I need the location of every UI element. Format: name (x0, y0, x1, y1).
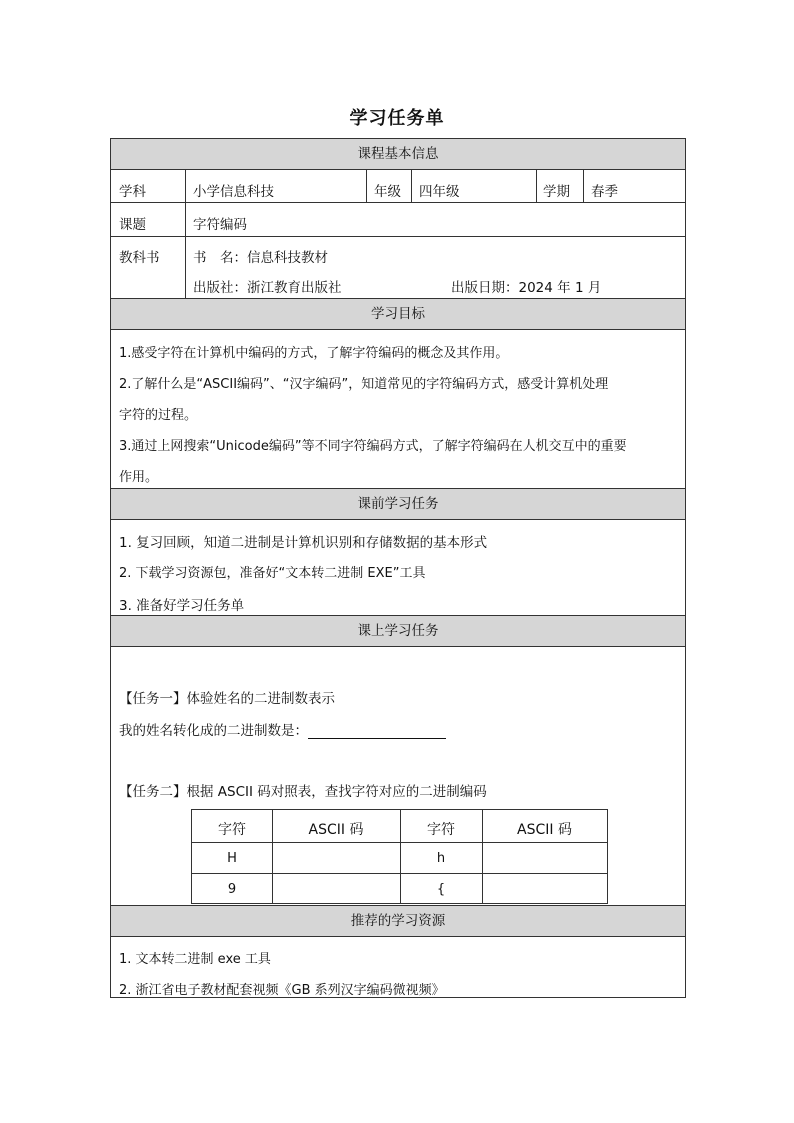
task2-title: 【任务二】根据 ASCII 码对照表，查找字符对应的二进制编码 (119, 784, 487, 800)
pre-task-2: 2. 下载学习资源包，准备好“文本转二进制 EXE”工具 (119, 566, 426, 581)
table-header-ascii-2: ASCII 码 (517, 822, 572, 838)
topic-label: 课题 (119, 217, 146, 233)
table-header-char-2: 字符 (427, 822, 455, 838)
table-cell-ascii-brace[interactable] (482, 875, 607, 902)
table-header-ascii-1: ASCII 码 (308, 822, 364, 838)
resource-2: 2. 浙江省电子教材配套视频《GB 系列汉字编码微视频》 (119, 983, 445, 998)
table-cell-ascii-9[interactable] (272, 875, 400, 902)
task1-answer-row (119, 719, 446, 739)
section-goals: 学习目标 (111, 298, 685, 330)
resource-1: 1. 文本转二进制 exe 工具 (119, 952, 271, 967)
goal-line-5: 作用。 (119, 470, 159, 485)
grade-label: 年级 (374, 184, 401, 200)
ascii-lookup-table (191, 809, 608, 904)
section-pre-tasks: 课前学习任务 (111, 488, 685, 520)
page-title: 学习任务单 (349, 108, 445, 129)
section-class-tasks: 课上学习任务 (111, 615, 685, 647)
pre-task-1: 1. 复习回顾，知道二进制是计算机识别和存储数据的基本形式 (119, 535, 488, 551)
topic-value: 字符编码 (193, 217, 247, 233)
goal-line-4: 3.通过上网搜索“Unicode编码”等不同字符编码方式，了解字符编码在人机交互中的重要 (119, 439, 627, 454)
table-header-char-1: 字符 (218, 822, 246, 838)
table-cell-char-9: 9 (227, 882, 237, 897)
name-binary-answer-blank[interactable] (308, 724, 446, 739)
term-label: 学期 (543, 184, 570, 200)
pre-task-3: 3. 准备好学习任务单 (119, 598, 245, 614)
book-name: 书 名：信息科技教材 (193, 250, 328, 266)
table-cell-ascii-H[interactable] (272, 844, 400, 872)
task1-prompt: 我的姓名转化成的二进制数是： (119, 723, 308, 739)
publisher: 出版社：浙江教育出版社 (193, 280, 342, 296)
textbook-label: 教科书 (119, 250, 160, 266)
subject-value: 小学信息科技 (193, 184, 274, 200)
goal-line-2: 2.了解什么是“ASCII编码”、“汉字编码”，知道常见的字符编码方式，感受计算机处理 (119, 377, 609, 392)
table-cell-ascii-h[interactable] (482, 844, 607, 872)
task1-title: 【任务一】体验姓名的二进制数表示 (119, 691, 335, 707)
table-cell-char-brace: { (436, 882, 446, 897)
publish-date: 出版日期：2024 年 1 月 (451, 280, 602, 296)
section-resources: 推荐的学习资源 (111, 905, 685, 937)
subject-label: 学科 (119, 184, 146, 200)
table-cell-char-h: h (436, 851, 446, 866)
table-cell-char-H: H (227, 851, 237, 866)
grade-value: 四年级 (419, 184, 460, 200)
term-value: 春季 (591, 184, 618, 200)
section-basic-info: 课程基本信息 (111, 138, 685, 170)
goal-line-3: 字符的过程。 (119, 408, 198, 423)
task-sheet-table (110, 138, 686, 998)
goal-line-1: 1.感受字符在计算机中编码的方式，了解字符编码的概念及其作用。 (119, 346, 509, 361)
